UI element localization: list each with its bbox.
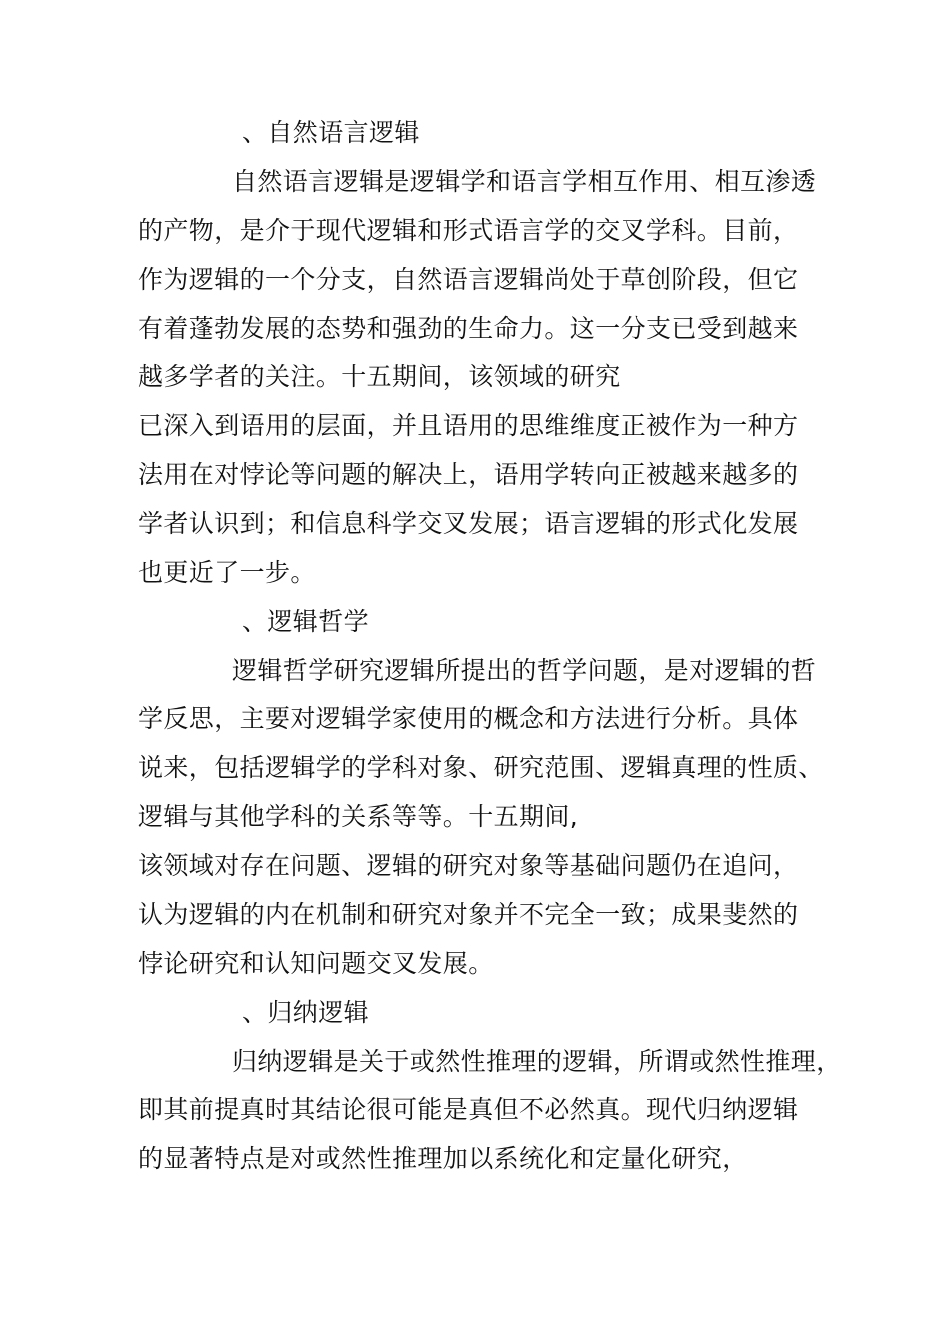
paragraph-line: 也更近了一步。 <box>138 558 316 587</box>
paragraph-line: 作为逻辑的一个分支，自然语言逻辑尚处于草创阶段，但它 <box>138 265 799 294</box>
paragraph-line: 学者认识到；和信息科学交叉发展；语言逻辑的形式化发展 <box>138 509 799 538</box>
paragraph-line: 的产物，是介于现代逻辑和形式语言学的交叉学科。目前， <box>138 216 799 245</box>
paragraph-line: 认为逻辑的内在机制和研究对象并不完全一致；成果斐然的 <box>138 900 799 929</box>
paragraph-line: 的显著特点是对或然性推理加以系统化和定量化研究， <box>138 1144 748 1173</box>
paragraph-line: 即其前提真时其结论很可能是真但不必然真。现代归纳逻辑 <box>138 1095 799 1124</box>
paragraph-line: 逻辑与其他学科的关系等等。十五期间, <box>138 802 579 831</box>
paragraph-line: 该领域对存在问题、逻辑的研究对象等基础问题仍在追问， <box>138 851 799 880</box>
section-heading: 、归纳逻辑 <box>242 998 370 1027</box>
section-heading: 、逻辑哲学 <box>242 607 370 636</box>
paragraph-line: 越多学者的关注。十五期间，该领域的研究 <box>138 362 621 391</box>
section-heading: 、自然语言逻辑 <box>242 118 420 147</box>
paragraph-line: 归纳逻辑是关于或然性推理的逻辑，所谓或然性推理， <box>232 1047 842 1076</box>
paragraph-line: 法用在对悖论等问题的解决上，语用学转向正被越来越多的 <box>138 460 799 489</box>
paragraph-line: 说来，包括逻辑学的学科对象、研究范围、逻辑真理的性质、 <box>138 753 824 782</box>
paragraph-line: 逻辑哲学研究逻辑所提出的哲学问题，是对逻辑的哲 <box>232 656 817 685</box>
paragraph-line: 有着蓬勃发展的态势和强劲的生命力。这一分支已受到越来 <box>138 314 799 343</box>
paragraph-line: 已深入到语用的层面，并且语用的思维维度正被作为一种方 <box>138 411 799 440</box>
paragraph-line: 自然语言逻辑是逻辑学和语言学相互作用、相互渗透 <box>232 167 817 196</box>
paragraph-line: 学反思，主要对逻辑学家使用的概念和方法进行分析。具体 <box>138 704 799 733</box>
paragraph-line: 悖论研究和认知问题交叉发展。 <box>138 949 494 978</box>
